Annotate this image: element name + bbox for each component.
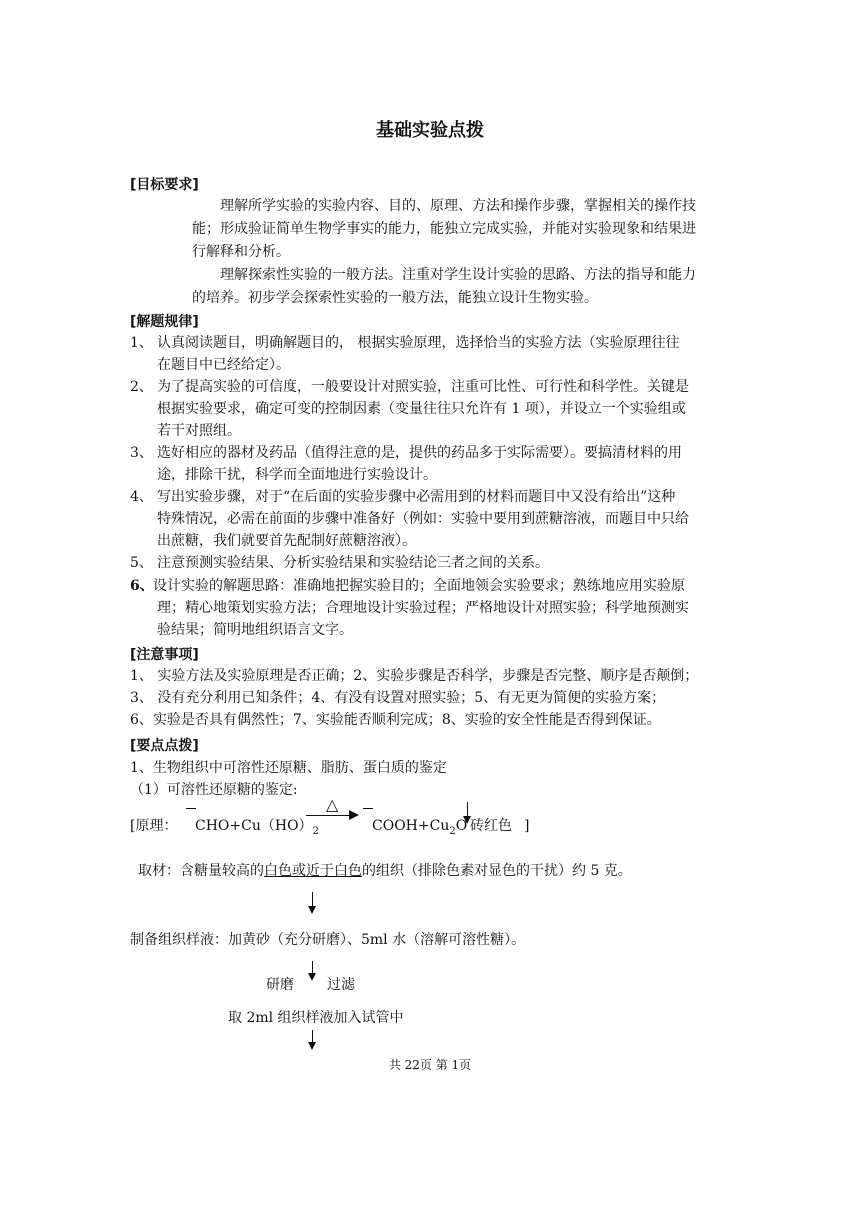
rule-3-line-2: 途，排除干扰，科学而全面地进行实验设计。 — [157, 467, 437, 483]
formula-reactant: $CHO+Cu(HO)_2$ — [195, 818, 319, 837]
note-line-3: 6、实验是否具有偶然性；7、实验能否顺利完成；8、实验的安全性能是否得到保证。 — [130, 712, 661, 728]
goal-paragraph-2-line-2: 的培养。初步学会探索性实验的一般方法，能独立设计生物实验。 — [192, 290, 598, 306]
rule-6-line-3: 验结果；简明地组织语言文字。 — [157, 622, 353, 638]
rule-number: 3、 — [130, 445, 153, 461]
note-line-1: 1、 实验方法及实验原理是否正确；2、实验步骤是否科学，步骤是否完整、顺序是否颠倒； — [130, 668, 699, 684]
rule-number: 1、 — [130, 335, 153, 351]
section-heading-points: [要点点拨] — [130, 738, 199, 754]
rule-6-line-1: 设计实验的解题思路：准确地把握实验目的；全面地领会实验要求；熟练地应用实验原 — [153, 578, 685, 594]
rule-2-line-1: 为了提高实验的可信度，一般要设计对照实验，注重可比性、可行性和科学性。关键是 — [157, 379, 689, 395]
point-line-2: （1）可溶性还原糖的鉴定: — [130, 782, 298, 798]
formula-product: $COOH+Cu_2O$ — [372, 818, 468, 837]
section-heading-notes: [注意事项] — [130, 647, 199, 663]
page-footer: 共 22页 第 1页 — [388, 1058, 472, 1072]
heat-triangle-symbol: △ — [326, 795, 339, 814]
rule-number: 2、 — [130, 379, 153, 395]
formula-bond-mark-left — [186, 808, 196, 809]
rule-1-line-2: 在题目中已经给定）。 — [157, 357, 290, 373]
take-sample-line: 取 2ml 组织样液加入试管中 — [228, 1010, 404, 1026]
precipitate-down-arrow-icon — [467, 802, 468, 822]
material-line: 取材：含糖量较高的白色或近于白色的组织（排除色素对显色的干扰）约 5 克。 — [138, 863, 632, 879]
point-line-1: 1、生物组织中可溶性还原糖、脂肪、蛋白质的鉴定 — [130, 760, 447, 776]
formula-prefix: [原理： — [130, 818, 178, 834]
formula-precipitate: 砖红色 — [470, 818, 512, 834]
rule-4-line-1: 写出实验步骤，对于“在后面的实验步骤中必需用到的材料而题目中又没有给出”这种 — [157, 489, 676, 505]
flow-down-arrow-icon — [312, 961, 313, 979]
reaction-arrow — [306, 815, 352, 816]
note-line-2: 3、 没有充分利用已知条件；4、有没有设置对照实验；5、有无更为简便的实验方案； — [130, 690, 666, 706]
flow-down-arrow-icon — [312, 1030, 313, 1048]
rule-number: 6、 — [130, 578, 154, 594]
goal-paragraph-1-line-3: 行解释和分析。 — [192, 244, 290, 260]
rule-2-line-3: 若干对照组。 — [157, 423, 241, 439]
section-heading-rules: [解题规律] — [130, 314, 199, 330]
rule-4-line-3: 出蔗糖，我们就要首先配制好蔗糖溶液）。 — [157, 533, 416, 549]
rule-6-line-2: 理；精心地策划实验方法；合理地设计实验过程；严格地设计对照实验；科学地预测实 — [157, 600, 689, 616]
rule-5-line-1: 注意预测实验结果、分析实验结果和实验结论三者之间的关系。 — [157, 555, 549, 571]
flow-down-arrow-icon — [312, 892, 313, 912]
rule-2-line-2: 根据实验要求，确定可变的控制因素（变量往往只允许有 1 项），并设立一个实验组或 — [157, 401, 686, 417]
prep-line: 制备组织样液：加黄砂（充分研磨）、5ml 水（溶解可溶性糖）。 — [130, 932, 526, 948]
reaction-arrow-head — [349, 810, 359, 820]
step-filter-label: 过滤 — [327, 977, 355, 993]
rule-number: 5、 — [130, 555, 153, 571]
rule-3-line-1: 选好相应的器材及药品（值得注意的是，提供的药品多于实际需要）。要搞清材料的用 — [157, 445, 682, 461]
goal-paragraph-1-line-1: 理解所学实验的实验内容、目的、原理、方法和操作步骤，掌握相关的操作技 — [220, 198, 696, 214]
goal-paragraph-1-line-2: 能；形成验证简单生物学事实的能力，能独立完成实验，并能对实验现象和结果进 — [192, 221, 696, 237]
rule-number: 4、 — [130, 489, 153, 505]
formula-suffix: ] — [524, 818, 530, 834]
section-heading-goal: [目标要求] — [130, 177, 199, 193]
page-title: 基础实验点拨 — [376, 120, 484, 141]
step-grind-label: 研磨 — [266, 977, 294, 993]
formula-bond-mark-right — [363, 808, 373, 809]
goal-paragraph-2-line-1: 理解探索性实验的一般方法。注重对学生设计实验的思路、方法的指导和能力 — [220, 267, 696, 283]
rule-1-line-1: 认真阅读题目，明确解题目的， 根据实验原理，选择恰当的实验方法（实验原理往往 — [157, 335, 680, 351]
rule-4-line-2: 特殊情况，必需在前面的步骤中准备好（例如：实验中要用到蔗糖溶液，而题目中只给 — [157, 511, 689, 527]
